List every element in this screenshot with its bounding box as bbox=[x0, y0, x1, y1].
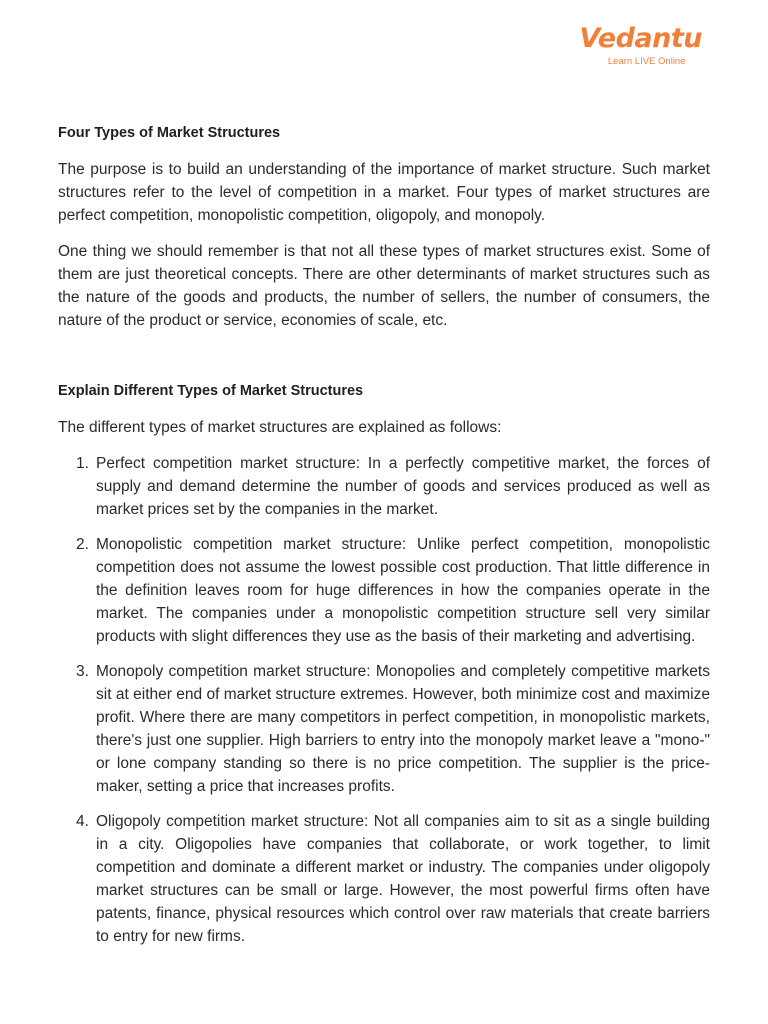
section-heading-explain-types: Explain Different Types of Market Structures bbox=[58, 383, 364, 399]
paragraph-determinants: One thing we should remember is that not all these types of market structures exist. Some of them are just theoretical concepts. There are other determinants of market structures such as the nature of the goods and products, the number of sellers, the number of consumers, the nature of the product or service, economies of scale, etc. bbox=[58, 243, 710, 329]
market-structures-list bbox=[58, 452, 710, 948]
logo-wordmark: Vedantu bbox=[579, 23, 702, 54]
list-item bbox=[58, 660, 710, 798]
list-item-text: Monopolistic competition market structure: Unlike perfect competition, monopolistic competition does not assume the lowest possible cost production. That little difference in the definition leaves room for huge differences in how the companies operate in the market. The companies under a monopolistic competition structure sell very similar products with slight differences they use as the basis of their marketing and advertising. bbox=[96, 536, 710, 645]
document-content bbox=[58, 122, 710, 960]
vedantu-logo bbox=[579, 22, 702, 67]
logo-tagline: Learn LIVE Online bbox=[607, 56, 686, 67]
list-item bbox=[58, 452, 710, 521]
list-number: 4. bbox=[76, 813, 89, 830]
list-item bbox=[58, 810, 710, 948]
list-item-text: Oligopoly competition market structure: Not all companies aim to sit as a single building in a city. Oligopolies have companies that collaborate, or work together, to limit competition and dominate a different market or industry. The companies under oligopoly market structures can be small or large. However, the most powerful firms often have patents, finance, physical resources which control over raw materials that create barriers to entry for new firms. bbox=[96, 813, 710, 945]
section-heading-four-types: Four Types of Market Structures bbox=[58, 125, 281, 141]
list-item bbox=[58, 533, 710, 648]
list-number: 2. bbox=[76, 536, 89, 553]
list-number: 3. bbox=[76, 663, 89, 680]
paragraph-intro: The different types of market structures are explained as follows: bbox=[58, 419, 502, 436]
paragraph-purpose: The purpose is to build an understanding of the importance of market structure. Such market structures refer to the level of competition in a market. Four types of market structures are perfect competition, monopolistic competition, oligopoly, and monopoly. bbox=[58, 161, 710, 224]
list-number: 1. bbox=[76, 455, 89, 472]
list-item-text: Monopoly competition market structure: Monopolies and completely competitive markets sit at either end of market structure extremes. However, both minimize cost and maximize profit. Where there are many competitors in perfect competition, in monopolistic markets, there's just one supplier. High barriers to entry into the monopoly market leave a "mono-" or lone company standing so there is no price competition. The supplier is the price-maker, setting a price that increases profits. bbox=[96, 663, 710, 795]
list-item-text: Perfect competition market structure: In a perfectly competitive market, the forces of supply and demand determine the number of goods and services produced as well as market prices set by the companies in the market. bbox=[96, 455, 710, 518]
